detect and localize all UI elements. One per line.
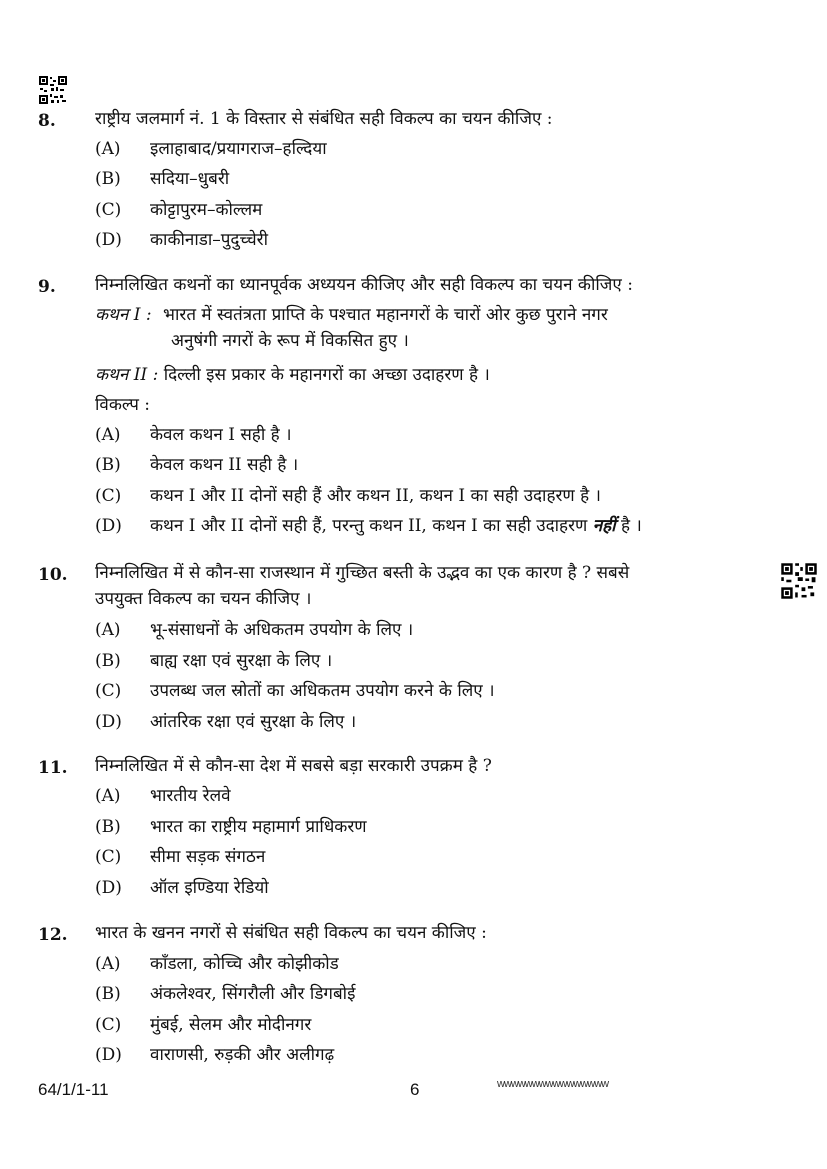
footer-wavy-mark: wwwwwwwwwwwwwwww xyxy=(497,1078,609,1090)
option-text: ऑल इण्डिया रेडियो xyxy=(150,878,269,898)
qr-code-side xyxy=(780,562,818,600)
option-c xyxy=(95,485,601,507)
option-text: सीमा सड़क संगठन xyxy=(150,847,266,867)
option-text: सदिया–धुबरी xyxy=(150,169,230,189)
option-label: (A) xyxy=(95,786,121,806)
option-label: (C) xyxy=(95,847,122,867)
question-text: निम्नलिखित में से कौन-सा राजस्थान में गुच्छित बस्ती के उद्भव का एक कारण है ? सबसे xyxy=(95,563,630,583)
page-number: 6 xyxy=(410,1080,420,1099)
option-label: (C) xyxy=(95,1015,122,1035)
option-text: मुंबई, सेलम और मोदीनगर xyxy=(150,1015,312,1035)
option-b xyxy=(95,816,367,838)
option-label: (D) xyxy=(95,878,122,898)
option-a xyxy=(95,424,292,446)
option-text: वाराणसी, रुड़की और अलीगढ़ xyxy=(150,1045,335,1065)
statement-text: दिल्ली इस प्रकार के महानगरों का अच्छा उदाहरण है । xyxy=(163,365,490,385)
option-c xyxy=(95,199,262,221)
option-text: अंकलेश्वर, सिंगरौली और डिगबोई xyxy=(150,984,356,1004)
option-d xyxy=(95,1044,334,1066)
question-text: राष्ट्रीय जलमार्ग नं. 1 के विस्तार से संबंधित सही विकल्प का चयन कीजिए : xyxy=(95,109,553,129)
option-label: (D) xyxy=(95,1045,122,1065)
option-text: कथन I और II दोनों सही हैं, परन्तु कथन II, कथन I का सही उदाहरण xyxy=(150,516,588,536)
option-label: (B) xyxy=(95,817,121,837)
option-a xyxy=(95,138,327,160)
option-emphasis: नहीं xyxy=(592,516,616,536)
option-a xyxy=(95,619,413,641)
question-number: 9. xyxy=(38,277,56,297)
question-number: 8. xyxy=(38,111,56,131)
option-text: भारतीय रेलवे xyxy=(150,786,231,806)
statement-1 xyxy=(95,304,765,326)
qr-code-top xyxy=(38,75,68,105)
option-b xyxy=(95,650,332,672)
option-d xyxy=(95,229,268,251)
option-label: (C) xyxy=(95,681,122,701)
option-text: इलाहाबाद/प्रयागराज–हल्दिया xyxy=(150,139,327,159)
option-c xyxy=(95,846,265,868)
question-text: निम्नलिखित में से कौन-सा देश में सबसे बड़ा सरकारी उपक्रम है ? xyxy=(95,756,492,776)
option-label: (B) xyxy=(95,651,121,671)
statement-2 xyxy=(95,364,765,386)
option-text-tail: है । xyxy=(621,516,642,536)
option-label: (A) xyxy=(95,620,121,640)
option-label: (C) xyxy=(95,200,122,220)
option-b xyxy=(95,983,355,1005)
option-text: काकीनाडा–पुदुच्चेरी xyxy=(150,230,268,250)
statement-label: कथन I : xyxy=(95,305,152,325)
option-label: (B) xyxy=(95,169,121,189)
statement-1-continued xyxy=(171,330,827,352)
paper-code: 64/1/1-11 xyxy=(38,1080,109,1099)
question-text-continued: उपयुक्त विकल्प का चयन कीजिए । xyxy=(95,589,312,609)
question-text: निम्नलिखित कथनों का ध्यानपूर्वक अध्ययन कीजिए और सही विकल्प का चयन कीजिए : xyxy=(95,275,633,295)
option-b xyxy=(95,454,298,476)
option-label: (A) xyxy=(95,954,121,974)
statement-text: अनुषंगी नगरों के रूप में विकसित हुए । xyxy=(171,331,409,351)
options-heading: विकल्प : xyxy=(95,395,150,415)
statement-label: कथन II : xyxy=(95,365,159,385)
option-c xyxy=(95,1014,311,1036)
option-label: (D) xyxy=(95,230,122,250)
option-label: (B) xyxy=(95,455,121,475)
statement-text: भारत में स्वतंत्रता प्राप्ति के पश्चात महानगरों के चारों ओर कुछ पुराने नगर xyxy=(163,305,608,325)
question-number: 11. xyxy=(38,758,68,778)
option-label: (A) xyxy=(95,139,121,159)
option-text: केवल कथन I सही है । xyxy=(150,425,292,445)
option-a xyxy=(95,953,339,975)
option-d xyxy=(95,515,642,537)
option-b xyxy=(95,168,229,190)
option-d xyxy=(95,877,269,899)
option-d xyxy=(95,711,356,733)
option-text: बाह्य रक्षा एवं सुरक्षा के लिए । xyxy=(150,651,333,671)
option-text: भारत का राष्ट्रीय महामार्ग प्राधिकरण xyxy=(150,817,367,837)
option-text: उपलब्ध जल स्रोतों का अधिकतम उपयोग करने के लिए । xyxy=(150,681,495,701)
option-c xyxy=(95,680,495,702)
question-number: 12. xyxy=(38,925,68,945)
option-text: काँडला, कोच्चि और कोझीकोड xyxy=(150,954,339,974)
option-text: कोट्टापुरम–कोल्लम xyxy=(150,200,263,220)
question-number: 10. xyxy=(38,565,68,585)
option-text: आंतरिक रक्षा एवं सुरक्षा के लिए । xyxy=(150,712,357,732)
option-label: (D) xyxy=(95,712,122,732)
option-label: (A) xyxy=(95,425,121,445)
option-label: (D) xyxy=(95,516,122,536)
question-text: भारत के खनन नगरों से संबंधित सही विकल्प का चयन कीजिए : xyxy=(95,923,487,943)
option-label: (C) xyxy=(95,486,122,506)
option-text: भू-संसाधनों के अधिकतम उपयोग के लिए । xyxy=(150,620,414,640)
option-text: कथन I और II दोनों सही हैं और कथन II, कथन I का सही उदाहरण है । xyxy=(150,486,601,506)
option-text: केवल कथन II सही है । xyxy=(150,455,299,475)
option-label: (B) xyxy=(95,984,121,1004)
option-a xyxy=(95,785,231,807)
